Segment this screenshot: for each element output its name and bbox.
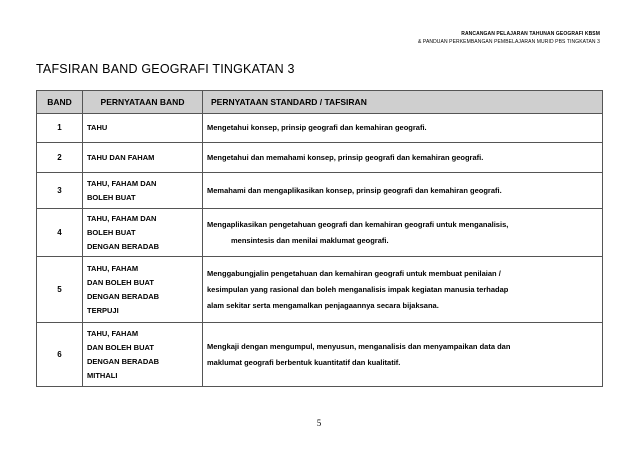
band-statement-line: TERPUJI (87, 305, 119, 315)
band-statement-line: DENGAN BERADAB (87, 241, 160, 251)
band-statement (83, 323, 203, 387)
band-statement-line: TAHU, FAHAM (87, 263, 139, 273)
band-statement (83, 173, 203, 209)
band-interpretation (203, 209, 603, 257)
band-statement-line: TAHU, FAHAM DAN (87, 178, 157, 188)
header-pernyataan-band: PERNYATAAN BAND (83, 91, 203, 114)
band-number: 1 (37, 114, 83, 143)
table-row (37, 323, 603, 387)
band-number: 3 (37, 173, 83, 209)
band-number: 2 (37, 143, 83, 173)
table-row (37, 114, 603, 143)
band-statement-line: BOLEH BUAT (87, 192, 136, 202)
header-line-2: & PANDUAN PERKEMBANGAN PEMBELAJARAN MURID PBS TINGKATAN 3 (417, 39, 600, 45)
interpretation-line: Memahami dan mengaplikasikan konsep, prinsip geografi dan kemahiran geografi. (207, 185, 502, 195)
band-statement (83, 114, 203, 143)
interpretation-line: Mengetahui konsep, prinsip geografi dan kemahiran geografi. (207, 123, 427, 132)
band-number: 4 (37, 209, 83, 257)
header-line-1: RANCANGAN PELAJARAN TAHUNAN GEOGRAFI KBSM (461, 31, 600, 37)
page-number: 5 (316, 418, 322, 428)
table-row (37, 257, 603, 323)
band-statement-line: TAHU, FAHAM (87, 328, 139, 338)
interpretation-line: maklumat geografi berbentuk kuantitatif dan kualitatif. (207, 357, 401, 367)
interpretation-line: kesimpulan yang rasional dan boleh menganalisis impak kegiatan manusia terhadap (207, 284, 509, 294)
band-statement-line: BOLEH BUAT (87, 227, 136, 237)
band-table (36, 90, 603, 387)
band-statement-line: DENGAN BERADAB (87, 291, 160, 301)
band-statement (83, 209, 203, 257)
band-interpretation (203, 114, 603, 143)
interpretation-line: Mengaplikasikan pengetahuan geografi dan kemahiran geografi untuk menganalisis, (207, 219, 509, 229)
interpretation-line: alam sekitar serta mengamalkan penjagaannya secara bijaksana. (207, 300, 439, 310)
interpretation-line: Menggabungjalin pengetahuan dan kemahiran geografi untuk membuat penilaian / (207, 268, 501, 278)
interpretation-line: mensintesis dan menilai maklumat geografi. (231, 235, 389, 245)
band-number: 6 (37, 323, 83, 387)
band-statement (83, 143, 203, 173)
band-statement-line: TAHU DAN FAHAM (87, 152, 155, 162)
band-interpretation (203, 173, 603, 209)
header-band: BAND (37, 91, 83, 114)
table-row (37, 143, 603, 173)
band-statement (83, 257, 203, 323)
table-row (37, 173, 603, 209)
document-header (418, 30, 600, 46)
document-title: TAFSIRAN BAND GEOGRAFI TINGKATAN 3 (36, 62, 295, 76)
band-interpretation (203, 323, 603, 387)
band-statement-line: DAN BOLEH BUAT (87, 342, 154, 352)
interpretation-line: Mengetahui dan memahami konsep, prinsip geografi dan kemahiran geografi. (207, 152, 484, 162)
band-statement-line: DAN BOLEH BUAT (87, 277, 154, 287)
band-statement-line: MITHALI (87, 370, 118, 380)
band-interpretation (203, 257, 603, 323)
interpretation-line: Mengkaji dengan mengumpul, menyusun, menganalisis dan menyampaikan data dan (207, 341, 511, 351)
band-statement-line: DENGAN BERADAB (87, 356, 160, 366)
table-row (37, 209, 603, 257)
band-interpretation (203, 143, 603, 173)
table-header-row (37, 91, 603, 114)
header-pernyataan-standard: PERNYATAAN STANDARD / TAFSIRAN (203, 91, 603, 114)
band-statement-line: TAHU, FAHAM DAN (87, 213, 157, 223)
band-number: 5 (37, 257, 83, 323)
band-statement-line: TAHU (87, 123, 108, 132)
